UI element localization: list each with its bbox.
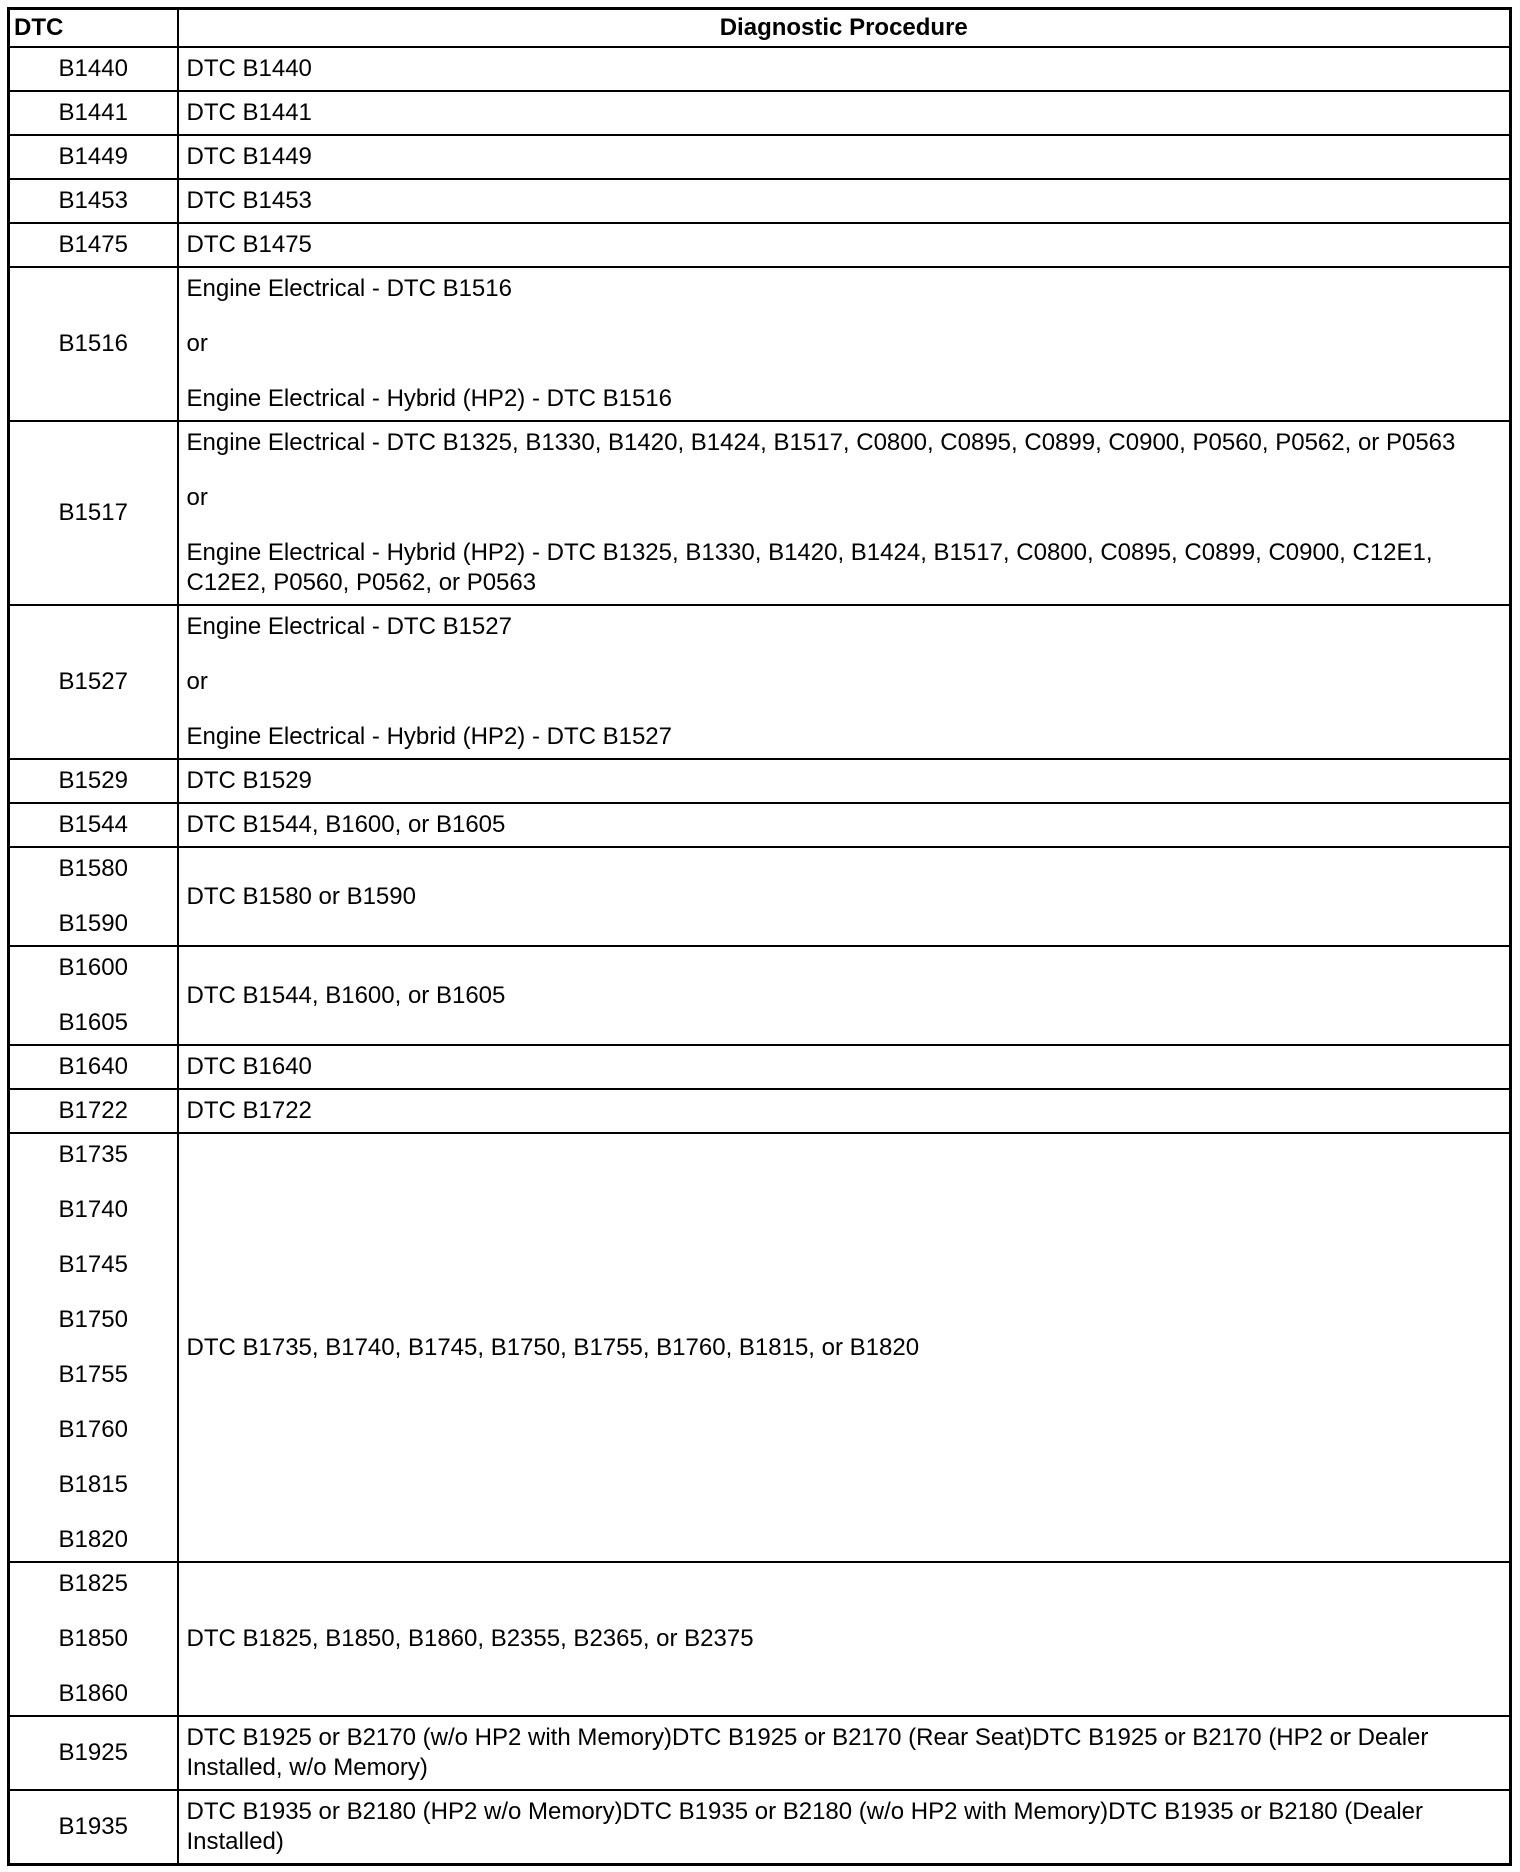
procedure-or-separator: or bbox=[186, 330, 208, 357]
dtc-cell bbox=[9, 1133, 178, 1562]
procedure-cell bbox=[178, 223, 1511, 267]
dtc-cell bbox=[9, 1790, 178, 1865]
dtc-diagnostic-table bbox=[7, 7, 1512, 1866]
dtc-code: B1600 bbox=[58, 954, 128, 981]
procedure-text: DTC B1441 bbox=[186, 99, 312, 126]
dtc-code: B1735 bbox=[58, 1141, 128, 1168]
dtc-cell bbox=[9, 605, 178, 759]
procedure-text: DTC B1449 bbox=[186, 143, 312, 170]
table-row bbox=[9, 1089, 1511, 1133]
procedure-cell bbox=[178, 1133, 1511, 1562]
dtc-cell bbox=[9, 1089, 178, 1133]
procedure-text: Engine Electrical - DTC B1527 bbox=[186, 613, 512, 640]
procedure-cell bbox=[178, 47, 1511, 91]
dtc-code: B1440 bbox=[58, 55, 128, 82]
procedure-text: DTC B1735, B1740, B1745, B1750, B1755, B1760, B1815, or B1820 bbox=[186, 1333, 920, 1361]
dtc-cell bbox=[9, 47, 178, 91]
dtc-code: B1527 bbox=[58, 668, 128, 695]
procedure-cell bbox=[178, 1562, 1511, 1716]
table-row bbox=[9, 1562, 1511, 1716]
dtc-cell bbox=[9, 759, 178, 803]
table-header bbox=[9, 9, 1511, 48]
procedure-text: DTC B1544, B1600, or B1605 bbox=[186, 811, 506, 838]
dtc-cell bbox=[9, 803, 178, 847]
dtc-code: B1820 bbox=[58, 1526, 128, 1553]
procedure-text: Engine Electrical - Hybrid (HP2) - DTC B1516 bbox=[186, 385, 672, 412]
dtc-code: B1750 bbox=[58, 1306, 128, 1333]
dtc-code: B1640 bbox=[58, 1053, 128, 1080]
dtc-code: B1516 bbox=[58, 330, 128, 357]
procedure-text: DTC B1640 bbox=[186, 1053, 312, 1080]
dtc-cell bbox=[9, 847, 178, 946]
dtc-code: B1590 bbox=[58, 910, 128, 937]
dtc-code: B1449 bbox=[58, 143, 128, 170]
procedure-cell bbox=[178, 803, 1511, 847]
procedure-cell bbox=[178, 91, 1511, 135]
dtc-cell bbox=[9, 223, 178, 267]
table-row bbox=[9, 1045, 1511, 1089]
procedure-text: DTC B1544, B1600, or B1605 bbox=[186, 981, 506, 1009]
table-row bbox=[9, 803, 1511, 847]
dtc-cell bbox=[9, 1045, 178, 1089]
procedure-text: Engine Electrical - Hybrid (HP2) - DTC B1527 bbox=[186, 723, 672, 750]
procedure-cell bbox=[178, 759, 1511, 803]
procedure-text: DTC B1529 bbox=[186, 767, 312, 794]
procedure-text: DTC B1935 or B2180 (HP2 w/o Memory)DTC B1935 or B2180 (w/o HP2 with Memory)DTC B1935 or B2180 (Dealer Installed) bbox=[186, 1798, 1423, 1855]
procedure-or-separator: or bbox=[186, 668, 208, 695]
procedure-cell bbox=[178, 421, 1511, 605]
dtc-cell bbox=[9, 135, 178, 179]
dtc-code: B1453 bbox=[58, 187, 128, 214]
dtc-code: B1935 bbox=[58, 1813, 128, 1840]
table-row bbox=[9, 47, 1511, 91]
dtc-cell bbox=[9, 179, 178, 223]
procedure-cell bbox=[178, 1790, 1511, 1865]
dtc-code: B1475 bbox=[58, 231, 128, 258]
dtc-code: B1850 bbox=[58, 1625, 128, 1652]
procedure-text: DTC B1580 or B1590 bbox=[186, 882, 416, 910]
table-row bbox=[9, 847, 1511, 946]
procedure-text: Engine Electrical - Hybrid (HP2) - DTC B1325, B1330, B1420, B1424, B1517, C0800, C0895, C0899, C0900, C12E1, C12E2, P0560, P0562, or P0563 bbox=[186, 539, 1433, 596]
dtc-code: B1517 bbox=[58, 499, 128, 526]
procedure-text: Engine Electrical - DTC B1325, B1330, B1420, B1424, B1517, C0800, C0895, C0899, C0900, P0560, P0562, or P0563 bbox=[186, 429, 1456, 456]
dtc-code: B1815 bbox=[58, 1471, 128, 1498]
procedure-cell bbox=[178, 179, 1511, 223]
procedure-text: DTC B1453 bbox=[186, 187, 312, 214]
procedure-cell bbox=[178, 135, 1511, 179]
procedure-cell bbox=[178, 1045, 1511, 1089]
dtc-cell bbox=[9, 267, 178, 421]
table-row bbox=[9, 1133, 1511, 1562]
procedure-cell bbox=[178, 267, 1511, 421]
table-row bbox=[9, 267, 1511, 421]
header-row bbox=[9, 9, 1511, 48]
procedure-text: DTC B1475 bbox=[186, 231, 312, 258]
table-row bbox=[9, 135, 1511, 179]
procedure-cell bbox=[178, 847, 1511, 946]
dtc-cell bbox=[9, 91, 178, 135]
dtc-code: B1760 bbox=[58, 1416, 128, 1443]
procedure-cell bbox=[178, 1716, 1511, 1790]
table-row bbox=[9, 91, 1511, 135]
dtc-code: B1745 bbox=[58, 1251, 128, 1278]
dtc-code: B1860 bbox=[58, 1680, 128, 1707]
table-row bbox=[9, 1716, 1511, 1790]
procedure-text: Engine Electrical - DTC B1516 bbox=[186, 275, 512, 302]
dtc-code: B1925 bbox=[58, 1739, 128, 1766]
table-body bbox=[9, 47, 1511, 1865]
header-diagnostic-procedure: Diagnostic Procedure bbox=[178, 9, 1511, 48]
table-row bbox=[9, 946, 1511, 1045]
table-row bbox=[9, 1790, 1511, 1865]
dtc-cell bbox=[9, 1716, 178, 1790]
dtc-cell bbox=[9, 1562, 178, 1716]
header-dtc: DTC bbox=[9, 9, 178, 48]
dtc-code: B1529 bbox=[58, 767, 128, 794]
table-row bbox=[9, 605, 1511, 759]
procedure-cell bbox=[178, 1089, 1511, 1133]
dtc-cell bbox=[9, 421, 178, 605]
table-row bbox=[9, 179, 1511, 223]
procedure-text: DTC B1925 or B2170 (w/o HP2 with Memory)DTC B1925 or B2170 (Rear Seat)DTC B1925 or B2170 (HP2 or Dealer Installed, w/o Memory) bbox=[186, 1724, 1429, 1781]
dtc-code: B1544 bbox=[58, 811, 128, 838]
dtc-cell bbox=[9, 946, 178, 1045]
dtc-code: B1605 bbox=[58, 1009, 128, 1036]
dtc-code: B1441 bbox=[58, 99, 128, 126]
dtc-code: B1825 bbox=[58, 1570, 128, 1597]
procedure-cell bbox=[178, 605, 1511, 759]
procedure-text: DTC B1440 bbox=[186, 55, 312, 82]
procedure-text: DTC B1722 bbox=[186, 1097, 312, 1124]
table-row bbox=[9, 421, 1511, 605]
dtc-code: B1580 bbox=[58, 855, 128, 882]
dtc-code: B1722 bbox=[58, 1097, 128, 1124]
procedure-or-separator: or bbox=[186, 484, 208, 511]
table-row bbox=[9, 759, 1511, 803]
table-row bbox=[9, 223, 1511, 267]
procedure-cell bbox=[178, 946, 1511, 1045]
procedure-text: DTC B1825, B1850, B1860, B2355, B2365, or B2375 bbox=[186, 1625, 754, 1652]
dtc-code: B1740 bbox=[58, 1196, 128, 1223]
dtc-code: B1755 bbox=[58, 1361, 128, 1388]
